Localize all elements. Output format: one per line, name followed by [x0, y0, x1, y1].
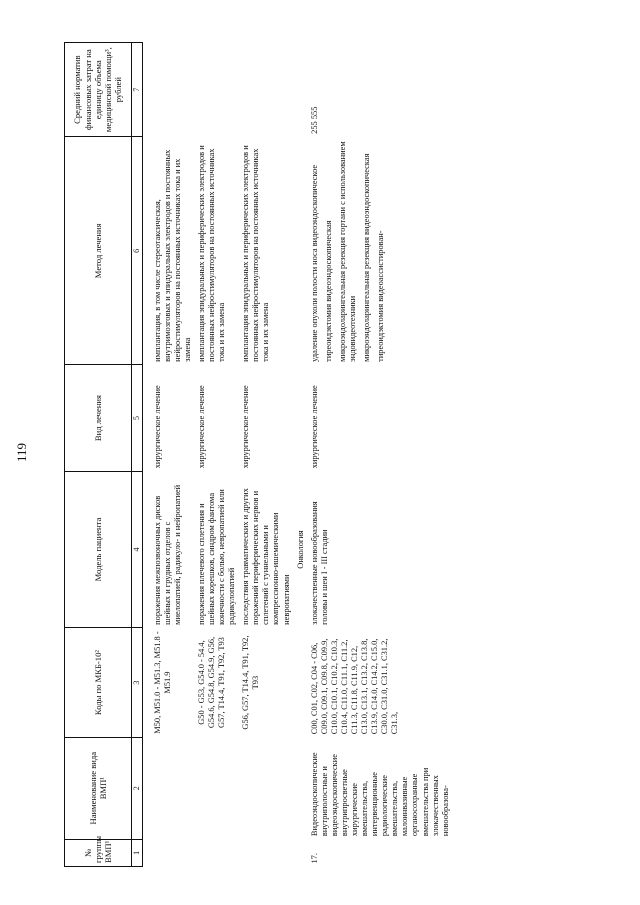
table-row	[151, 43, 195, 867]
header-vmp-name: Наименование вида ВМП¹	[65, 737, 132, 839]
treatment-method-cell: имплантация эпидуральных и периферических электродов и постоянных нейростимуляторов на постоянных источниках тока и их замена	[196, 145, 227, 362]
section-row	[294, 43, 308, 867]
icd-codes-cell: G56, G57, T14.4, T91, T92, T93	[241, 635, 261, 730]
header-group-number: № группы ВМП¹	[65, 839, 132, 866]
treatment-method-cell: имплантация эпидуральных и периферических электродов и постоянных нейростимуляторов на постоянных источниках тока и их замена	[241, 145, 271, 362]
treatment-type-cell: хирургическое лечение	[309, 385, 319, 469]
column-number: 3	[132, 628, 143, 737]
header-icd-codes: Коды по МКБ-10²	[65, 628, 132, 737]
method-item: микроэндоларингеальная резекция гортани с использованием эндовидеотехники	[337, 141, 357, 362]
method-item: тиреоидэктомия видеоассистирован-	[376, 230, 386, 362]
average-cost-cell: 255 555	[309, 106, 319, 134]
patient-model-cell: последствия травматических и других поражений периферических нервов и сплетений с туннельными и компрессионно-ишемическими невропатиями	[241, 488, 291, 625]
column-number: 6	[132, 137, 143, 365]
treatment-type-cell: хирургическое лечение	[241, 385, 251, 469]
group-number-cell: 17.	[309, 853, 319, 864]
header-row	[65, 43, 132, 867]
table-row	[195, 43, 239, 867]
patient-model-cell: поражения плечевого сплетения и шейных корешков, синдром фантома конечности с болью, невропатией или радикулопатией	[196, 489, 237, 625]
column-number: 1	[132, 839, 143, 866]
method-item: микроэндоларингеальная резекция видеоэндоскопическая	[362, 153, 371, 362]
header-treatment-type: Вид лечения	[65, 365, 132, 471]
header-patient-model: Модель пациента	[65, 471, 132, 628]
header-treatment-method: Метод лечения	[65, 137, 132, 365]
page-number: 119	[14, 442, 29, 463]
treatment-type-cell: хирургическое лечение	[152, 385, 162, 469]
treatment-type-cell: хирургическое лечение	[196, 385, 206, 469]
table-row	[239, 43, 293, 867]
icd-codes-cell: C00, C01, C02, C04 - C06, C09.0, C09.1, C09.8, C09.9, C10.0, C10.1, C10.2, C10.3, C10.4, C11.0, C11.1, C11.2, C11.3, C11.8, C11.9, C12, C13.0, C13.1, C13.2, C13.8, C13.9, C14.0, C14.2, C15.0, C30.0, C31.0, C31.1, C31.2, C31.3,	[309, 638, 400, 735]
icd-codes-cell: M50, M51.0 - M51.3, M51.8 - M51.9	[152, 631, 172, 734]
header-average-cost: Средний норматив финансовых затрат на единицу объема медицинской помощи³, рублей	[65, 43, 132, 137]
column-number: 5	[132, 365, 143, 471]
method-item: тиреоидэктомия видеоэндоскопическая	[323, 220, 333, 362]
vmp-table	[64, 42, 453, 867]
column-number: 2	[132, 737, 143, 839]
table-row	[308, 43, 453, 867]
treatment-method-cell	[308, 137, 453, 365]
section-title: Онкология	[295, 530, 305, 569]
treatment-method-cell: имплантация, в том числе стереотаксическая, внутримозговых и эпидуральных электродов и постоянных нейростимуляторов на постоянных источниках тока и их замена	[152, 149, 192, 362]
vmp-name-cell: Видеоэндоскопические внутриполостные и видеоэндоскопические внутрипросветные хирургические вмешательства, интервенционные радиологические вмешательства, малоинвазивные органосохранные вмешательства при злокачественных новообразова-	[309, 752, 450, 837]
column-number: 4	[132, 471, 143, 628]
icd-codes-cell: G50 - G53, G54.0 - 54.4, G54.6, G54.8, G54.9, G56, G57, T14.4, T91, T92, T93	[196, 636, 227, 729]
column-number-row	[132, 43, 143, 867]
method-item: удаление опухоли полости носа видеоэндоскопическое	[309, 164, 319, 362]
column-number: 7	[132, 43, 143, 137]
patient-model-cell: поражения межпозвоночных дисков шейных и грудных отделов с миелопатией, радикуло- и нейропатией	[152, 484, 182, 625]
patient-model-cell: злокачественные новообразования головы и шеи I - III стадии	[309, 501, 329, 625]
